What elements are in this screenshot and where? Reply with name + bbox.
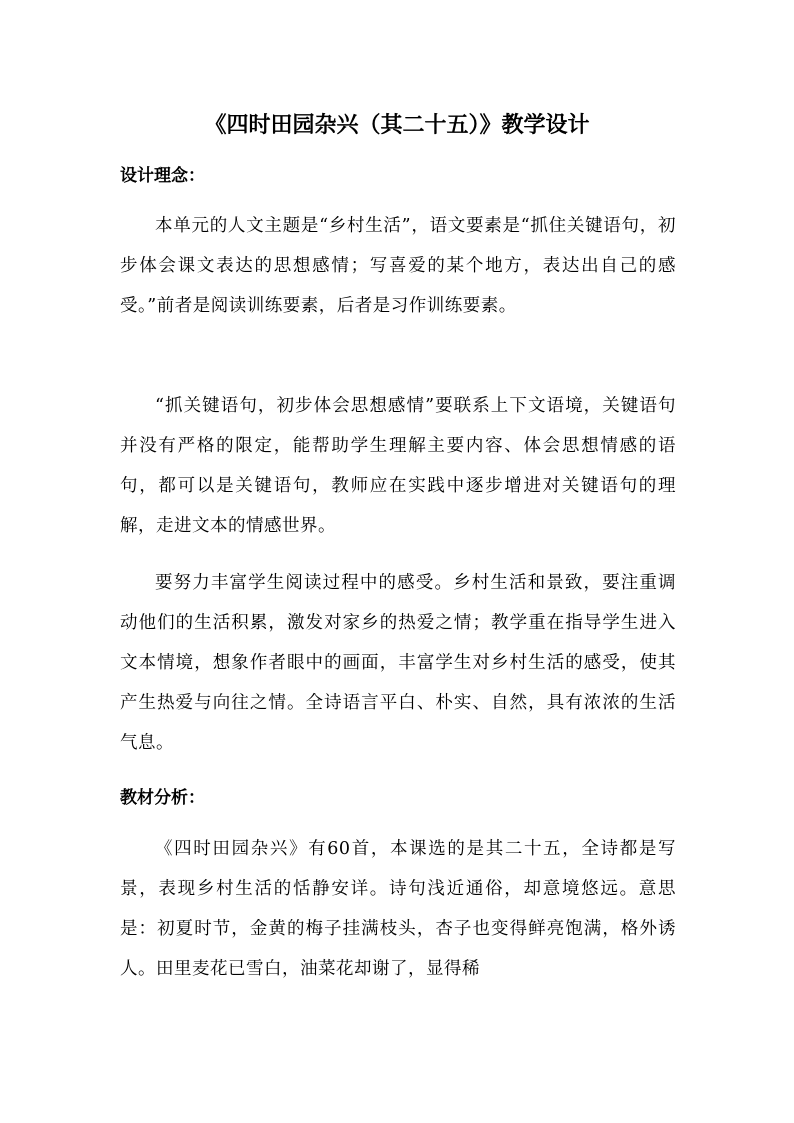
paragraph: 要努力丰富学生阅读过程中的感受。乡村生活和景致，要注重调动他们的生活积累，激发对家乡的热爱之情；教学重在指导学生进入文本情境，想象作者眼中的画面，丰富学生对乡村生活的感受，使其产生热爱与向往之情。全诗语言平白、朴实、自然，具有浓浓的生活气息。 bbox=[120, 573, 676, 753]
document-title: 《四时田园杂兴（其二十五）》教学设计 bbox=[204, 113, 590, 138]
section-heading-material-analysis: 教材分析： bbox=[120, 788, 205, 808]
section-heading-design-concept: 设计理念： bbox=[120, 166, 205, 186]
paragraph: 本单元的人文主题是“乡村生活”，语文要素是“抓住关键语句，初步体会课文表达的思想感情；写喜爱的某个地方，表达出自己的感受。”前者是阅读训练要素，后者是习作训练要素。 bbox=[120, 216, 676, 316]
paragraph: “抓关键语句，初步体会思想感情”要联系上下文语境，关键语句并没有严格的限定，能帮助学生理解主要内容、体会思想情感的语句，都可以是关键语句，教师应在实践中逐步增进对关键语句的理解，走进文本的情感世界。 bbox=[120, 396, 676, 536]
paragraph: 《四时田园杂兴》有60首，本课选的是其二十五，全诗都是写景，表现乡村生活的恬静安详。诗句浅近通俗，却意境悠远。意思是：初夏时节，金黄的梅子挂满枝头，杏子也变得鲜亮饱满，格外诱人。田里麦花已雪白，油菜花却谢了，显得稀 bbox=[120, 839, 676, 979]
